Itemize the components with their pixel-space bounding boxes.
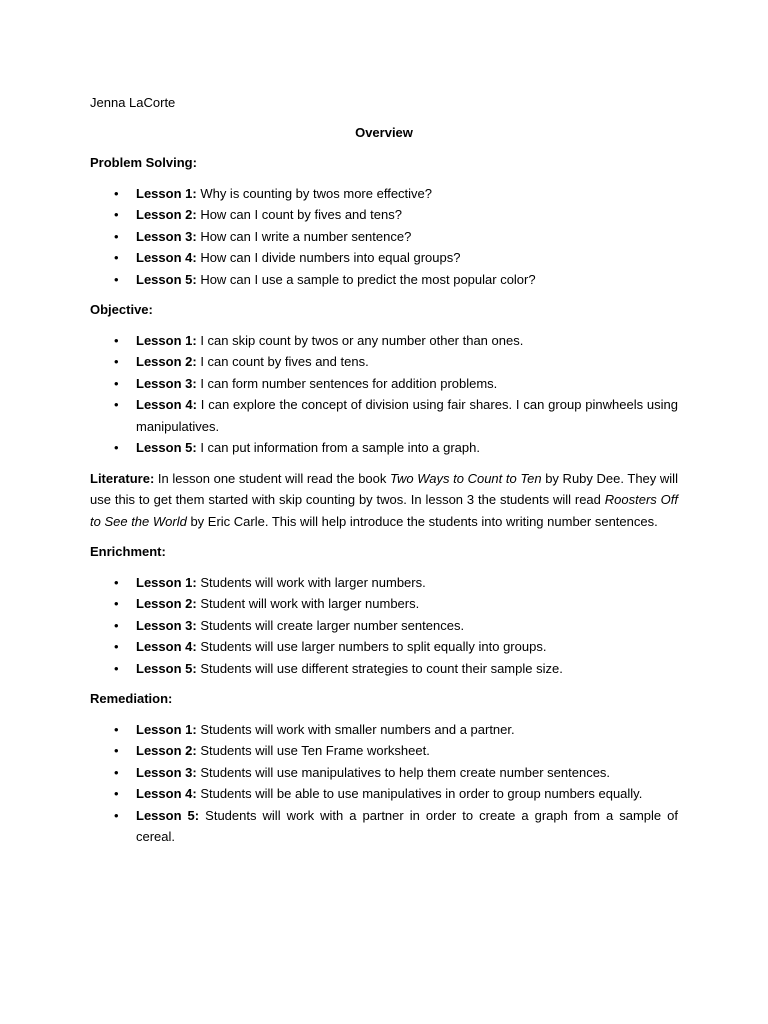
lesson-label: Lesson 2: <box>136 743 197 758</box>
lesson-label: Lesson 1: <box>136 185 197 201</box>
bullet-icon: • <box>114 375 119 391</box>
bullet-icon: • <box>114 250 119 265</box>
lesson-text: I can skip count by twos or any number other than ones. <box>200 332 524 348</box>
lesson-label: Lesson 3: <box>136 764 197 780</box>
problem-solving-list <box>90 183 678 291</box>
bullet-icon: • <box>114 332 119 348</box>
document-body <box>90 92 678 857</box>
lesson-label: Lesson 4: <box>136 786 197 801</box>
lesson-text: I can explore the concept of division using fair shares. I can group pinwheels using manipulatives. <box>136 397 678 434</box>
lesson-label: Lesson 4: <box>136 397 197 412</box>
bullet-icon: • <box>114 786 119 801</box>
lesson-text: Students will be able to use manipulatives in order to group numbers equally. <box>200 786 643 801</box>
enrichment-heading: Enrichment: <box>90 544 166 559</box>
lesson-text: Students will use larger numbers to split equally into groups. <box>200 639 547 654</box>
bullet-icon: • <box>114 743 119 758</box>
literature-label: Literature: <box>90 470 155 486</box>
list-item <box>90 572 678 594</box>
list-item <box>90 762 678 784</box>
lesson-text: How can I use a sample to predict the most popular color? <box>200 271 536 287</box>
list-item <box>90 437 678 459</box>
list-item <box>90 719 678 741</box>
lesson-text: Students will create larger number sentences. <box>200 617 465 633</box>
lesson-text: Students will work with a partner in order to create a graph from a sample of cereal. <box>136 807 678 844</box>
literature-text-2: by Ruby Dee. They will use this to get them started with skip counting by twos. In lesson 3 the students will read <box>90 470 678 507</box>
lesson-text: Students will work with smaller numbers and a partner. <box>200 721 515 737</box>
list-item <box>90 783 678 805</box>
list-item <box>90 330 678 352</box>
bullet-icon: • <box>114 228 119 244</box>
bullet-icon: • <box>114 354 119 369</box>
enrichment-list <box>90 572 678 680</box>
list-item <box>90 394 678 437</box>
lesson-text: Students will use manipulatives to help them create number sentences. <box>200 764 611 780</box>
list-item <box>90 658 678 680</box>
bullet-icon: • <box>114 660 119 676</box>
list-item <box>90 373 678 395</box>
lesson-text: I can form number sentences for addition problems. <box>200 375 498 391</box>
lesson-text: I can put information from a sample into a graph. <box>200 440 480 455</box>
author-name: Jenna LaCorte <box>90 95 176 110</box>
bullet-icon: • <box>114 440 119 455</box>
lesson-label: Lesson 3: <box>136 617 197 633</box>
lesson-text: How can I write a number sentence? <box>200 228 412 244</box>
list-item <box>90 226 678 248</box>
bullet-icon: • <box>114 271 119 287</box>
bullet-icon: • <box>114 721 119 737</box>
lesson-label: Lesson 4: <box>136 250 197 265</box>
list-item <box>90 593 678 615</box>
objective-heading: Objective: <box>90 302 153 317</box>
literature-text-3: by Eric Carle. This will help introduce the students into writing number sentences. <box>190 513 658 529</box>
lesson-text: I can count by fives and tens. <box>200 354 369 369</box>
problem-solving-heading: Problem Solving: <box>90 155 197 170</box>
list-item <box>90 615 678 637</box>
lesson-label: Lesson 1: <box>136 721 197 737</box>
bullet-icon: • <box>114 764 119 780</box>
lesson-text: Why is counting by twos more effective? <box>200 185 433 201</box>
bullet-icon: • <box>114 185 119 201</box>
objective-list <box>90 330 678 459</box>
remediation-heading: Remediation: <box>90 691 173 706</box>
lesson-text: How can I divide numbers into equal groups? <box>200 250 461 265</box>
literature-text-1: In lesson one student will read the book <box>157 470 387 486</box>
bullet-icon: • <box>114 617 119 633</box>
lesson-label: Lesson 1: <box>136 574 197 590</box>
lesson-label: Lesson 5: <box>136 440 197 455</box>
lesson-label: Lesson 3: <box>136 228 197 244</box>
lesson-label: Lesson 4: <box>136 639 197 654</box>
list-item <box>90 351 678 373</box>
bullet-icon: • <box>114 596 119 611</box>
lesson-label: Lesson 3: <box>136 375 197 391</box>
book-title-2: Roosters Off to See the World <box>90 492 679 529</box>
bullet-icon: • <box>114 807 119 823</box>
bullet-icon: • <box>114 397 119 412</box>
remediation-list <box>90 719 678 848</box>
list-item <box>90 204 678 226</box>
book-title-1: Two Ways to Count to Ten <box>390 470 542 486</box>
lesson-text: How can I count by fives and tens? <box>200 207 402 222</box>
list-item <box>90 740 678 762</box>
bullet-icon: • <box>114 207 119 222</box>
lesson-label: Lesson 5: <box>136 807 200 823</box>
lesson-label: Lesson 5: <box>136 660 197 676</box>
lesson-label: Lesson 2: <box>136 354 197 369</box>
list-item <box>90 805 678 848</box>
lesson-label: Lesson 2: <box>136 596 197 611</box>
list-item <box>90 183 678 205</box>
list-item <box>90 247 678 269</box>
document-title: Overview <box>355 124 413 140</box>
lesson-text: Student will work with larger numbers. <box>200 596 420 611</box>
list-item <box>90 269 678 291</box>
lesson-label: Lesson 2: <box>136 207 197 222</box>
lesson-label: Lesson 5: <box>136 271 197 287</box>
literature-paragraph <box>90 468 678 533</box>
list-item <box>90 636 678 658</box>
lesson-text: Students will use different strategies to count their sample size. <box>200 660 563 676</box>
bullet-icon: • <box>114 639 119 654</box>
lesson-label: Lesson 1: <box>136 332 197 348</box>
bullet-icon: • <box>114 574 119 590</box>
lesson-text: Students will use Ten Frame worksheet. <box>200 743 430 758</box>
lesson-text: Students will work with larger numbers. <box>200 574 426 590</box>
